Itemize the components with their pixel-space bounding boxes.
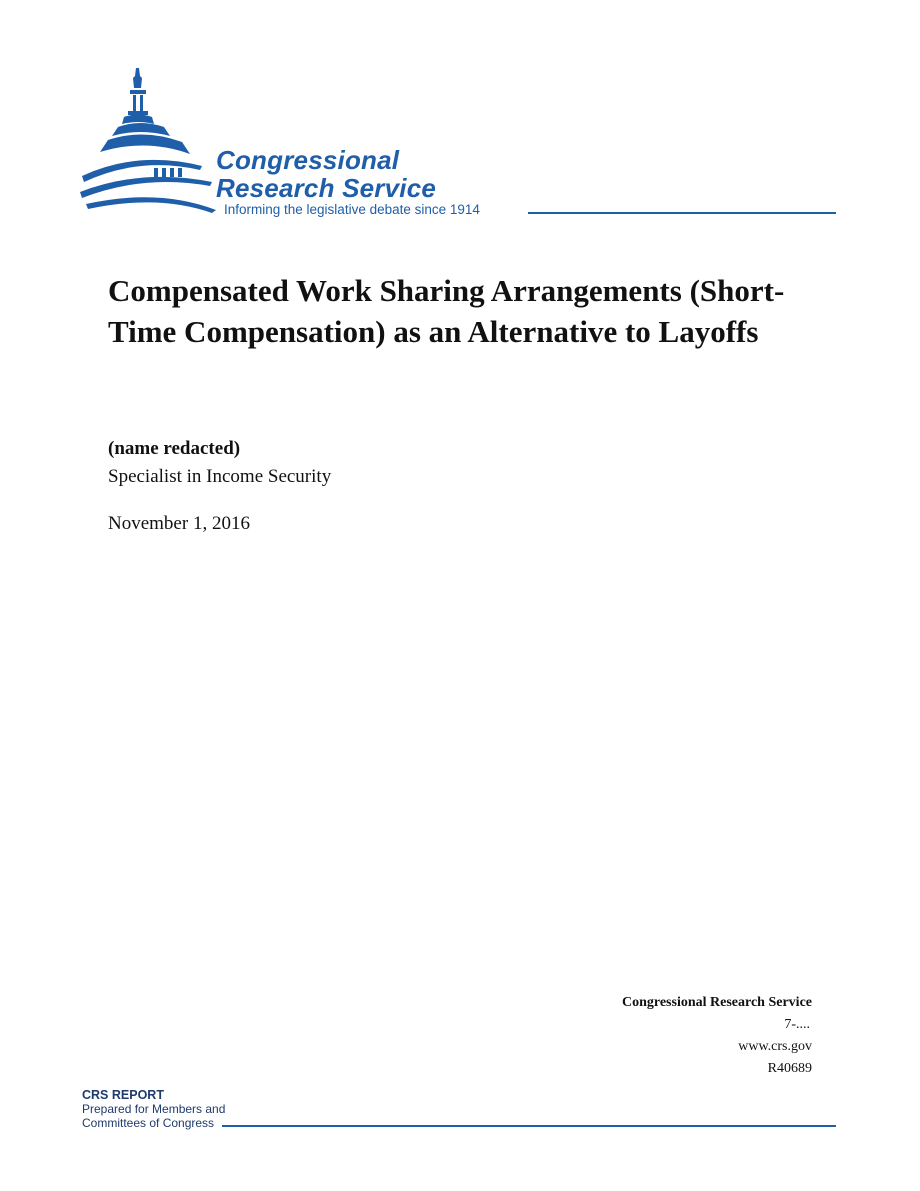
meta-report-number: R40689 xyxy=(767,1061,812,1076)
logo-name-line1: Congressional xyxy=(216,145,400,175)
footer-line2: Committees of Congress xyxy=(82,1116,215,1130)
crs-logo xyxy=(78,64,838,224)
meta-org: Congressional Research Service xyxy=(621,995,812,1010)
logo-wordmark xyxy=(216,146,436,202)
meta-url[interactable]: www.crs.gov xyxy=(738,1039,812,1054)
logo-divider xyxy=(528,212,836,214)
footer-divider xyxy=(222,1125,836,1127)
logo-name-line2: Research Service xyxy=(216,173,437,203)
meta-code: 7-.... xyxy=(784,1017,810,1032)
report-title: Compensated Work Sharing Arrangements (Short-Time Compensation) as an Alternative to Layoffs xyxy=(108,273,785,349)
footer xyxy=(82,1088,838,1130)
report-date: November 1, 2016 xyxy=(108,513,250,534)
author-position: Specialist in Income Security xyxy=(108,466,332,487)
report-meta xyxy=(622,992,812,1080)
logo-tagline: Informing the legislative debate since 1914 xyxy=(224,202,480,217)
capitol-dome-icon xyxy=(78,64,228,219)
author-name: (name redacted) xyxy=(108,438,241,459)
footer-line1: Prepared for Members and xyxy=(82,1102,226,1116)
footer-label: CRS REPORT xyxy=(82,1088,164,1102)
